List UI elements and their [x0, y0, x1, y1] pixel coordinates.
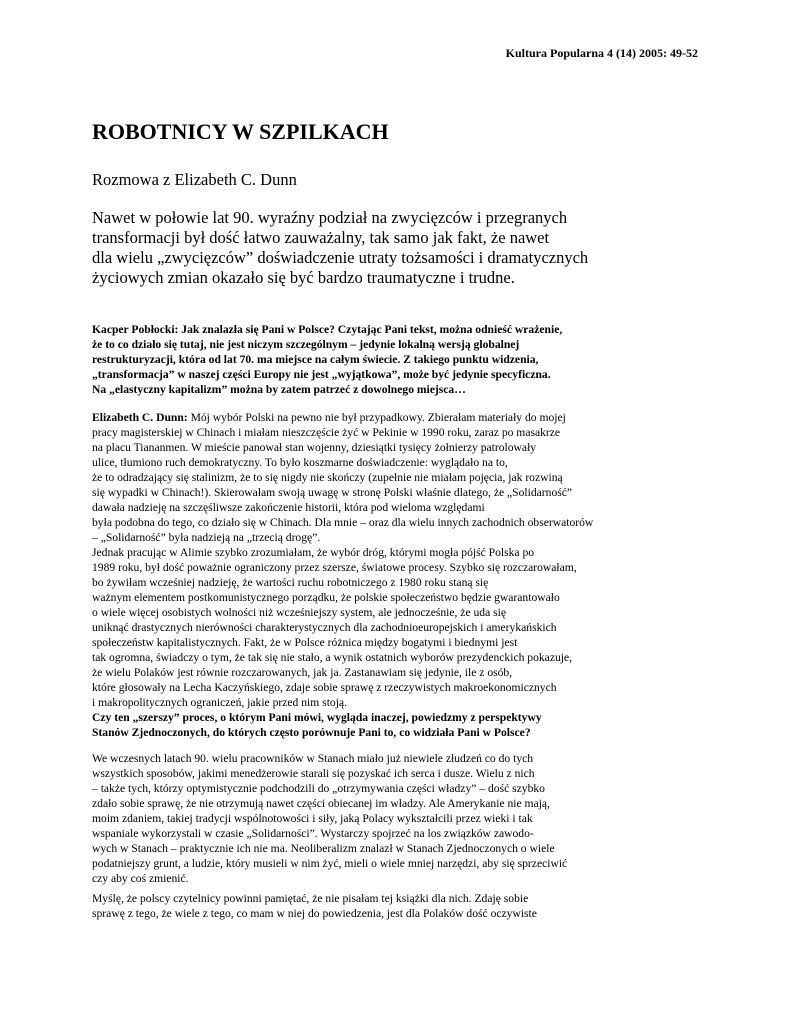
interviewee-answer-3 — [92, 891, 537, 921]
answer-line: Myślę, że polscy czytelnicy powinni pamiętać, że nie pisałam tej książki dla nich. Zdaję sobie — [92, 892, 529, 905]
answer-line: moim zdaniem, takiej tradycji wspólnotowości i siły, jaką Polacy wykształcili przez wieki i tak — [92, 812, 533, 825]
question-line: restrukturyzacji, która od lat 70. ma miejsce na całym świecie. Z takiego punktu widzenia, — [92, 353, 539, 366]
article-title: ROBOTNICY W SZPILKACH — [92, 119, 389, 144]
answer-line: Jednak pracując w Alimie szybko zrozumiałam, że wybór dróg, którymi mogła pójść Polska po — [92, 546, 535, 559]
answer-line: które głosowały na Lecha Kaczyńskiego, zdaje sobie sprawę z rzeczywistych makroekonomicznych — [92, 681, 557, 694]
answer-line: bo żywiłam wcześniej nadzieję, że wartości ruchu robotniczego z 1980 roku staną się — [92, 576, 489, 589]
interviewee-answer-2 — [92, 751, 567, 886]
answer-line: We wczesnych latach 90. wielu pracowników w Stanach miało już niewiele złudzeń co do tych — [92, 752, 534, 765]
lead-line: Nawet w połowie lat 90. wyraźny podział na zwycięzców i przegranych — [92, 208, 568, 227]
question-line: „transformacja” w naszej części Europy nie jest „wyjątkowa”, może być jedynie specyficzna. — [92, 368, 551, 381]
lead-line: transformacji był dość łatwo zauważalny, tak samo jak fakt, że nawet — [92, 228, 550, 247]
lead-line: dla wielu „zwycięzców” doświadczenie utraty tożsamości i dramatycznych — [92, 248, 589, 267]
interviewer-question-1 — [92, 322, 562, 397]
answer-line: na placu Tiananmen. W mieście panował stan wojenny, dziesiątki tysięcy żołnierzy patrolowały — [92, 441, 537, 454]
speaker-name: Elizabeth C. Dunn: — [92, 411, 188, 424]
answer-line: się wypadki w Chinach!). Skierowałam swoją uwagę w stronę Polski właśnie dlatego, że „Solidarność” — [92, 486, 573, 499]
answer-line: o wiele więcej osobistych wolności niż wcześniejszy system, ale jednocześnie, że uda się — [92, 606, 507, 619]
answer-line: że wielu Polaków jest równie rozczarowanych, jak ja. Zastanawiam się jedynie, ile z osób, — [92, 666, 513, 679]
answer-line: że to odradzający się stalinizm, że to się nigdy nie skończy (zupełnie nie miałam pojęcia, jak rozwiną — [92, 471, 563, 484]
answer-line: podatniejszy grunt, a ludzie, który musieli w nim żyć, mieli o wiele mniej narzędzi, aby się sprzeciwić — [92, 857, 568, 870]
answer-line: tak ogromna, świadczy o tym, że tak się nie stało, a wynik ostatnich wyborów prezydenckich pokazuje, — [92, 651, 573, 664]
question-line: Stanów Zjednoczonych, do których często porównuje Pani to, co widziała Pani w Polsce? — [92, 726, 531, 739]
answer-line: wspaniale wykorzystali w czasie „Solidarności”. Wystarczy spojrzeć na los związków zawodo- — [92, 827, 534, 840]
answer-line: wych w Stanach – praktycznie ich nie ma. Neoliberalizm znalazł w Stanach Zjednoczonych o wiele — [92, 842, 555, 855]
question-line: Na „elastyczny kapitalizm” można by zatem patrzeć z dowolnego miejsca… — [92, 383, 466, 396]
question-line: Kacper Pobłocki: Jak znalazła się Pani w Polsce? Czytając Pani tekst, można odnieść wrażenie, — [92, 323, 563, 336]
answer-line: czy aby coś zmienić. — [92, 872, 189, 885]
question-line: Czy ten „szerszy” proces, o którym Pani mówi, wygląda inaczej, powiedzmy z perspektywy — [92, 711, 542, 724]
answer-line: ważnym elementem postkomunistycznego porządku, że polskie społeczeństwo będzie gwarantowało — [92, 591, 560, 604]
answer-line: społeczeństw kapitalistycznych. Fakt, że w Polsce różnica między bogatymi i biednymi jest — [92, 636, 518, 649]
answer-text: Mój wybór Polski na pewno nie był przypadkowy. Zbierałam materiały do mojej — [187, 411, 566, 424]
lead-paragraph — [92, 208, 588, 288]
article-subtitle: Rozmowa z Elizabeth C. Dunn — [92, 170, 297, 189]
question-line: że to co działo się tutaj, nie jest niczym szczególnym – jedynie lokalną wersją globalnej — [92, 338, 520, 351]
answer-line: – „Solidarność” była nadzieją na „trzecią drogę”. — [92, 531, 321, 544]
answer-line: pracy magisterskiej w Chinach i miałam nieszczęście żyć w Pekinie w 1990 roku, zaraz po masakrze — [92, 426, 561, 439]
interviewee-answer-1 — [92, 410, 593, 710]
answer-line: sprawę z tego, że wiele z tego, co mam w niej do powiedzenia, jest dla Polaków dość oczywiste — [92, 907, 537, 920]
answer-line — [92, 410, 593, 425]
answer-line: dawała nadzieję na szczęśliwsze zakończenie historii, która pod wieloma względami — [92, 501, 485, 514]
answer-line: wszystkich sposobów, jakimi menedżerowie starali się pozyskać ich serca i dusze. Wielu z nich — [92, 767, 535, 780]
journal-citation: Kultura Popularna 4 (14) 2005: 49-52 — [505, 46, 698, 60]
answer-line: była podobna do tego, co działo się w Chinach. Dla mnie – oraz dla wielu innych zachodnich obserwatorów — [92, 516, 594, 529]
answer-line: i makropolitycznych ograniczeń, jakie przed nim stoją. — [92, 696, 347, 709]
answer-line: zdało sobie sprawę, że nie otrzymują nawet części obiecanej im władzy. Ale Amerykanie nie mają, — [92, 797, 550, 810]
answer-line: ulice, tłumiono ruch demokratyczny. To było koszmarne doświadczenie: wyglądało na to, — [92, 456, 508, 469]
answer-line: – także tych, którzy optymistycznie podchodzili do „otrzymywania części władzy” – dość szybko — [92, 782, 545, 795]
interviewer-question-2 — [92, 710, 542, 740]
answer-line: uniknąć drastycznych nierówności charakterystycznych dla zachodnioeuropejskich i amerykańskich — [92, 621, 557, 634]
lead-line: życiowych zmian okazało się być bardzo traumatyczne i trudne. — [92, 268, 515, 287]
answer-line: 1989 roku, był dość poważnie ograniczony przez szersze, światowe procesy. Szybko się rozczarowałam, — [92, 561, 577, 574]
